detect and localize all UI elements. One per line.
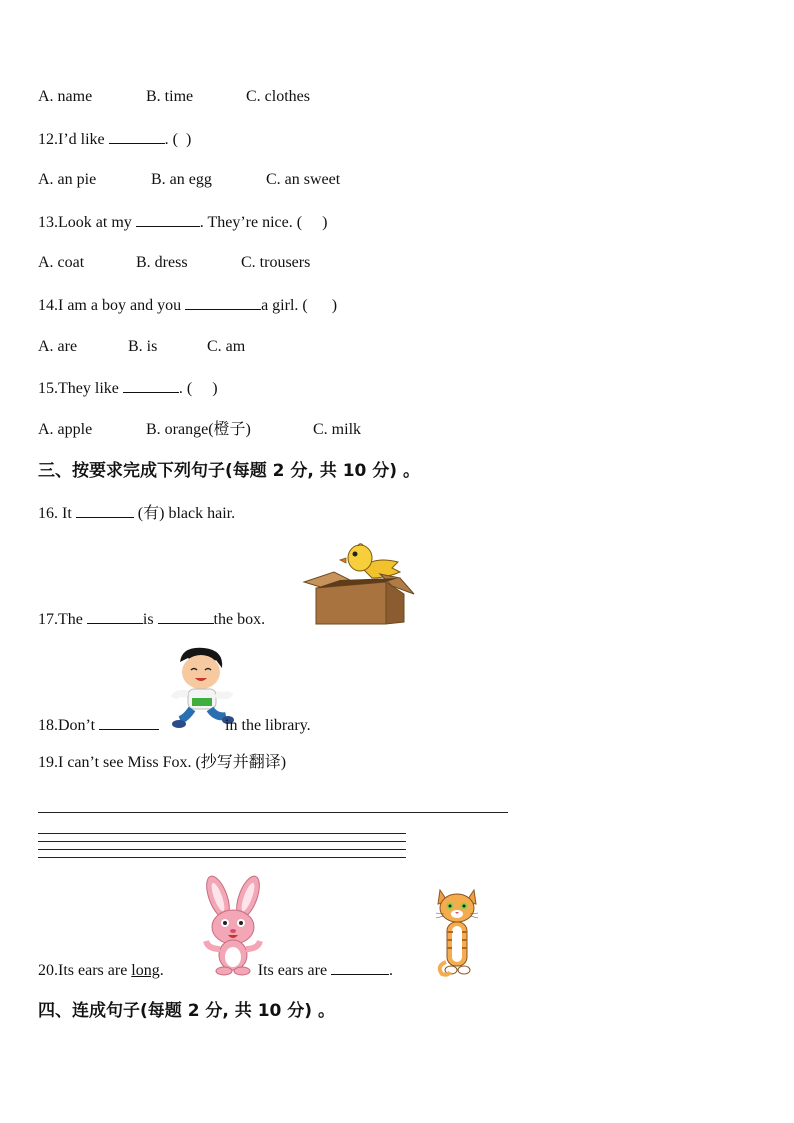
q12-number: 12.	[38, 131, 58, 148]
q14-option-c: C. am	[207, 338, 246, 355]
q17-blank-2[interactable]	[158, 609, 214, 624]
q12-text: I’d like	[58, 131, 105, 148]
question-17	[38, 609, 265, 630]
question-19: 19.I can’t see Miss Fox. (抄写并翻译)	[38, 754, 287, 771]
q14-close: )	[331, 297, 338, 314]
q11-option-a: A. name	[38, 88, 93, 105]
q13-close: )	[322, 214, 328, 231]
q18-number: 18.Don’t	[38, 717, 96, 734]
q13-text: Look at my	[58, 214, 132, 231]
answer-line-3[interactable]	[38, 841, 406, 842]
q12-blank[interactable]	[109, 129, 165, 144]
q14-option-a: A. are	[38, 338, 78, 355]
q18-end: in the library.	[225, 717, 311, 734]
answer-line-4[interactable]	[38, 849, 406, 850]
answer-line-1[interactable]	[38, 812, 508, 813]
q11-option-c: C. clothes	[246, 88, 310, 105]
question-16	[38, 503, 235, 524]
q17-mid: is	[142, 611, 154, 628]
q15-option-c: C. milk	[313, 421, 362, 438]
q20-blank[interactable]	[331, 960, 389, 975]
question-14	[38, 295, 337, 316]
q20-underlined-word: long	[131, 962, 160, 979]
q11-option-b: B. time	[146, 88, 194, 105]
section-3-heading: 三、按要求完成下列句子(每题 2 分, 共 10 分) 。	[38, 461, 420, 481]
q14-text: I am a boy and you	[58, 297, 182, 314]
q12-option-b: B. an egg	[151, 171, 212, 188]
q14-option-b: B. is	[128, 338, 158, 355]
q15-blank[interactable]	[123, 378, 179, 393]
question-13	[38, 212, 327, 233]
q13-option-b: B. dress	[136, 254, 188, 271]
q20-number: 20.Its ears are	[38, 962, 128, 979]
q15-option-a: A. apple	[38, 421, 93, 438]
q12-option-a: A. an pie	[38, 171, 97, 188]
question-12	[38, 129, 191, 150]
q20-second: Its ears are	[257, 962, 328, 979]
q14-number: 14.	[38, 297, 58, 314]
q13-end: . They’re nice. (	[199, 214, 303, 231]
q13-option-c: C. trousers	[241, 254, 311, 271]
q20-dot: .	[159, 962, 164, 979]
q12-option-c: C. an sweet	[266, 171, 341, 188]
q12-end: . (	[164, 131, 178, 148]
q15-end: . (	[178, 380, 193, 397]
q15-close: )	[212, 380, 218, 397]
q13-number: 13.	[38, 214, 58, 231]
question-18	[38, 715, 311, 736]
q17-blank-1[interactable]	[87, 609, 143, 624]
question-15	[38, 378, 218, 399]
q20-end: .	[389, 962, 394, 979]
q13-option-a: A. coat	[38, 254, 85, 271]
q14-blank[interactable]	[185, 295, 261, 310]
answer-line-2[interactable]	[38, 833, 406, 834]
section-4-heading: 四、连成句子(每题 2 分, 共 10 分) 。	[38, 1001, 335, 1021]
q16-number: 16. It	[38, 505, 72, 522]
q18-blank[interactable]	[99, 715, 159, 730]
cat-icon	[434, 886, 480, 978]
q15-text: They like	[58, 380, 119, 397]
q13-blank[interactable]	[136, 212, 200, 227]
duck-in-box-icon	[300, 538, 418, 628]
question-20	[38, 960, 393, 981]
q16-end: (有) black hair.	[137, 505, 236, 522]
q14-end: a girl. (	[261, 297, 308, 314]
q17-number: 17.The	[38, 611, 83, 628]
q12-close: )	[185, 131, 192, 148]
answer-line-5[interactable]	[38, 857, 406, 858]
q15-option-b: B. orange(橙子)	[146, 421, 251, 438]
q16-blank[interactable]	[76, 503, 134, 518]
q17-end: the box.	[213, 611, 266, 628]
q15-number: 15.	[38, 380, 58, 397]
